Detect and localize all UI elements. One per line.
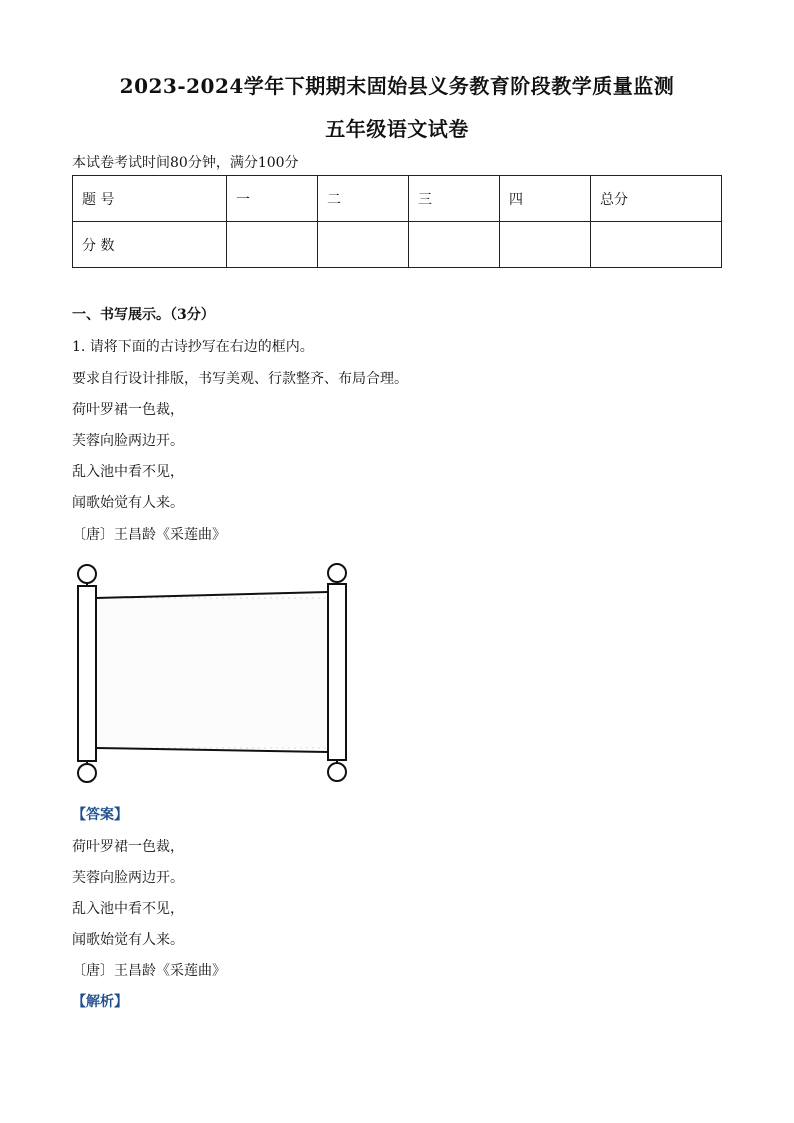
analysis-label: 【解析】 [72,994,128,1010]
exam-subtitle: 五年级语文试卷 [325,117,469,141]
exam-info: 本试卷考试时间80分钟，满分100分 [72,155,299,171]
answer-poem-line: 乱入池中看不见， [72,901,184,917]
table-cell: 一 [227,176,318,222]
table-cell: 二 [318,176,409,222]
question-requirement: 要求自行设计排版，书写美观、行款整齐、布局合理。 [72,371,408,387]
table-cell: 三 [409,176,500,222]
section-heading: 一、书写展示。（3分） [72,307,215,323]
score-table [72,175,722,268]
answer-poem-line: 芙蓉向脸两边开。 [72,870,184,886]
answer-label: 【答案】 [72,807,128,823]
answer-poem-line: 荷叶罗裙一色裁， [72,839,184,855]
table-cell[interactable] [500,222,591,268]
poem-line: 芙蓉向脸两边开。 [72,433,184,449]
scroll-writing-box[interactable] [70,556,352,788]
table-cell: 题 号 [73,176,227,222]
exam-title: 2023-2024学年下期期末固始县义务教育阶段教学质量监测 [119,74,675,98]
table-row [73,176,722,222]
answer-poem-line: 闻歌始觉有人来。 [72,932,184,948]
poem-line: 闻歌始觉有人来。 [72,495,184,511]
table-cell: 四 [500,176,591,222]
table-cell: 分 数 [73,222,227,268]
poem-line: 乱入池中看不见， [72,464,184,480]
poem-line: 荷叶罗裙一色裁， [72,402,184,418]
question-text: 1. 请将下面的古诗抄写在右边的框内。 [72,339,314,355]
answer-attribution: 〔唐〕王昌龄《采莲曲》 [72,963,226,979]
table-row [73,222,722,268]
table-cell: 总分 [591,176,722,222]
table-cell[interactable] [591,222,722,268]
table-cell[interactable] [227,222,318,268]
poem-attribution: 〔唐〕王昌龄《采莲曲》 [72,527,226,543]
table-cell[interactable] [318,222,409,268]
table-cell[interactable] [409,222,500,268]
